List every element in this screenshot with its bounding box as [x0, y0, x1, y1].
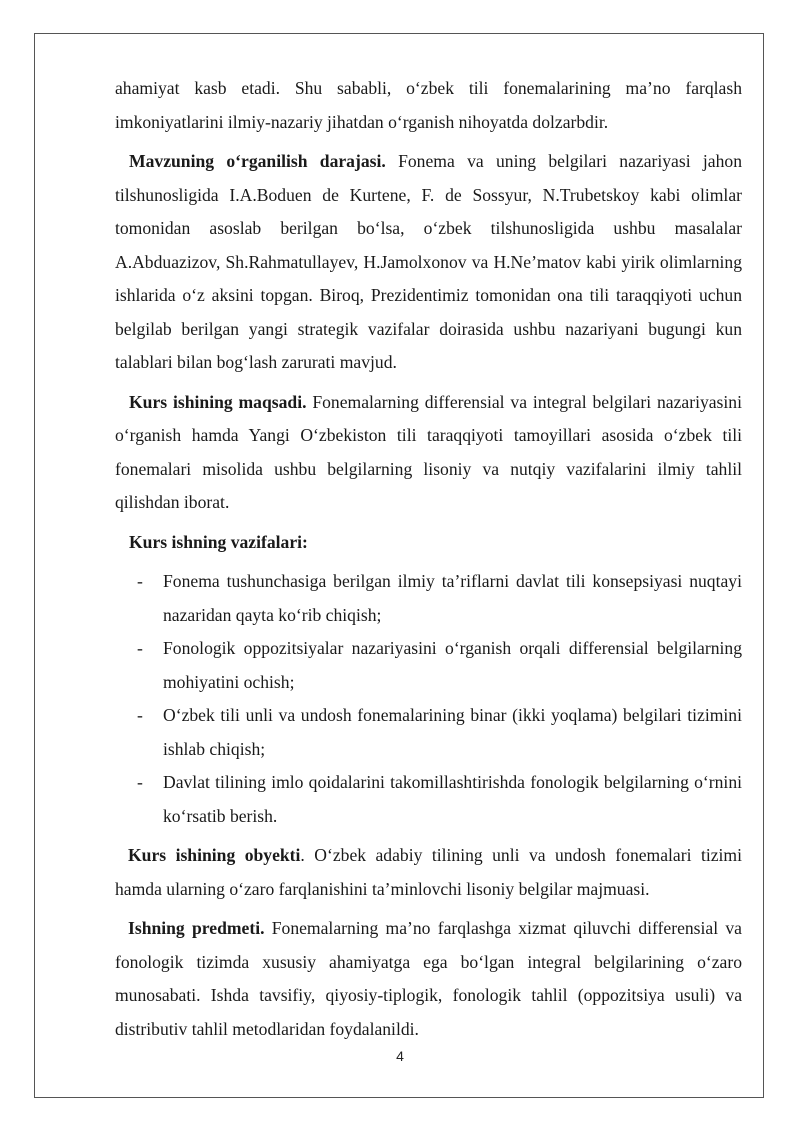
task-text: Davlat tilining imlo qoidalarini takomillashtirishda fonologik belgilarning o‘rnini ko‘rsatib berish. — [163, 772, 742, 826]
list-item — [115, 699, 742, 766]
task-text: Fonologik oppozitsiyalar nazariyasini o‘rganish orqali differensial belgilarning mohiyatini ochish; — [163, 638, 742, 692]
task-text: O‘zbek tili unli va undosh fonemalarining binar (ikki yoqlama) belgilari tizimini ishlab chiqish; — [163, 705, 742, 759]
object-text: . O‘zbek adabiy tilining unli va undosh fonemalari tizimi hamda ularning o‘zaro farqlanishini ta’minlovchi lisoniy belgilar majmuasi. — [115, 845, 742, 899]
task-text: Fonema tushunchasiga berilgan ilmiy ta’riflarni davlat tili konsepsiyasi nuqtayi nazaridan qayta ko‘rib chiqish; — [163, 571, 742, 625]
list-item — [115, 565, 742, 632]
subject-paragraph — [115, 912, 742, 1046]
tasks-list — [115, 565, 742, 833]
study-degree-heading: Mavzuning o‘rganilish darajasi. — [129, 151, 386, 171]
list-item — [115, 766, 742, 833]
list-marker: - — [137, 705, 143, 725]
study-degree-text: Fonema va uning belgilari nazariyasi jahon tilshunosligida I.A.Boduen de Kurtene, F. de Sossyur, N.Trubetskoy kabi olimlar tomonidan asoslab berilgan bo‘lsa, o‘zbek tilshunosligida ushbu masalalar A.Abduazizov, Sh.Rahmatullayev, H.Jamolxonov va H.Ne’matov kabi yirik olimlarning ishlarida o‘z aksini topgan. Biroq, Prezidentimiz tomonidan ona tili taraqqiyoti uchun belgilab berilgan yangi strategik vazifalar doirasida ushbu nazariyani bugungi kun talablari bilan bog‘lash zarurati mavjud. — [115, 151, 742, 372]
list-item — [115, 632, 742, 699]
document-body — [115, 72, 742, 1046]
object-paragraph — [115, 839, 742, 906]
tasks-heading-text: Kurs ishning vazifalari: — [129, 531, 308, 552]
list-marker: - — [137, 772, 143, 792]
list-marker: - — [137, 571, 143, 591]
subject-heading: Ishning predmeti. — [128, 918, 265, 938]
goal-heading: Kurs ishining maqsadi. — [129, 391, 307, 412]
goal-paragraph — [115, 386, 742, 520]
tasks-heading — [115, 526, 742, 560]
subject-text: Fonemalarning ma’no farqlashga xizmat qiluvchi differensial va fonologik tizimda xususiy ahamiyatga ega bo‘lgan integral belgilarining o‘zaro munosabati. Ishda tavsifiy, qiyosiy-tiplogik, fonologik tahlil (oppozitsiya usuli) va distributiv tahlil metodlaridan foydalanildi. — [115, 918, 742, 1039]
intro-paragraph: ahamiyat kasb etadi. Shu sababli, o‘zbek tili fonemalarining ma’no farqlash imkoniyatlarini ilmiy-nazariy jihatdan o‘rganish nihoyatda dolzarbdir. — [115, 78, 742, 132]
page-number: 4 — [396, 1048, 404, 1064]
study-degree-paragraph — [115, 145, 742, 380]
object-heading: Kurs ishining obyekti — [128, 845, 301, 865]
goal-text: Fonemalarning differensial va integral belgilari nazariyasini o‘rganish hamda Yangi O‘zbekiston tili taraqqiyoti tamoyillari asosida o‘zbek tili fonemalari misolida ushbu belgilarning lisoniy va nutqiy vazifalarini ilmiy tahlil qilishdan iborat. — [115, 391, 742, 512]
list-marker: - — [137, 638, 143, 658]
